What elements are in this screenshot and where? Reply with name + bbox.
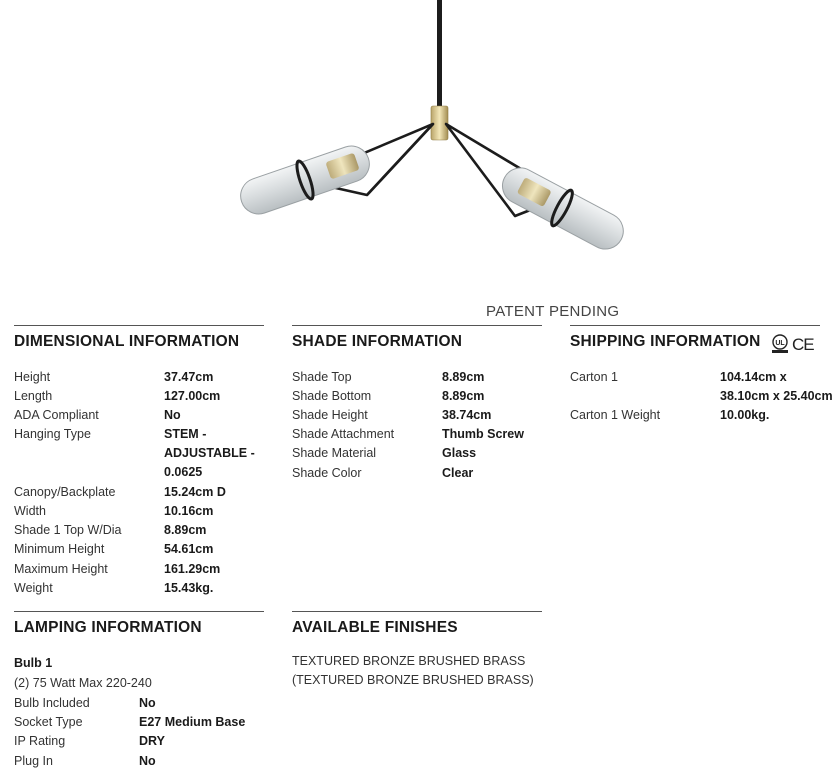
divider xyxy=(14,325,264,326)
shade-label: Shade Color xyxy=(292,466,362,480)
shade-label: Shade Material xyxy=(292,446,377,460)
ul-listed-icon xyxy=(772,335,788,353)
lamping-title: LAMPING INFORMATION xyxy=(14,619,202,636)
dim-value: 54.61cm xyxy=(164,542,214,556)
ship-label: Carton 1 xyxy=(570,370,618,384)
dim-value: 127.00cm xyxy=(164,389,221,403)
ship-value: 104.14cm x 38.10cm x 25.40cm xyxy=(720,370,833,403)
product-image-chandelier xyxy=(0,0,839,300)
dim-value: 8.89cm xyxy=(164,523,207,537)
dim-value: 10.16cm xyxy=(164,504,214,518)
bulb-heading: Bulb 1 xyxy=(14,656,53,670)
dim-value: 15.43kg. xyxy=(164,581,214,595)
divider xyxy=(570,325,820,326)
dim-label: Weight xyxy=(14,581,53,595)
dim-value: 161.29cm xyxy=(164,562,221,576)
divider xyxy=(292,325,542,326)
lamp-value: DRY xyxy=(139,734,165,748)
patent-notice: PATENT PENDING xyxy=(486,303,620,320)
dim-label: Shade 1 Top W/Dia xyxy=(14,523,122,537)
divider xyxy=(292,611,542,612)
ul-mark-text: UL xyxy=(775,340,785,347)
shade-value: 8.89cm xyxy=(442,370,485,384)
shade-value: 8.89cm xyxy=(442,389,485,403)
shade-label: Shade Bottom xyxy=(292,389,372,403)
dim-value: 15.24cm D xyxy=(164,485,226,499)
dim-value: STEM - ADJUSTABLE - 0.0625 xyxy=(164,427,255,479)
ce-mark-icon: CE xyxy=(792,335,814,354)
dim-label: Length xyxy=(14,389,53,403)
shade-label: Shade Attachment xyxy=(292,427,395,441)
dimensional-title: DIMENSIONAL INFORMATION xyxy=(14,333,240,350)
shipping-title: SHIPPING INFORMATION xyxy=(570,333,761,350)
lamp-value: No xyxy=(139,696,156,710)
lamp-value: No xyxy=(139,754,156,768)
bulb-description: (2) 75 Watt Max 220-240 xyxy=(14,676,152,690)
lamp-label: Socket Type xyxy=(14,715,83,729)
lamp-label: Plug In xyxy=(14,754,53,768)
shade-value: Thumb Screw xyxy=(442,427,524,441)
shade-value: Clear xyxy=(442,466,474,480)
shade-label: Shade Height xyxy=(292,408,368,422)
shade-value: Glass xyxy=(442,446,477,460)
dim-label: ADA Compliant xyxy=(14,408,99,422)
dim-value: No xyxy=(164,408,181,422)
ship-value: 10.00kg. xyxy=(720,408,770,422)
dim-label: Width xyxy=(14,504,46,518)
finish-name-alt: (TEXTURED BRONZE BRUSHED BRASS) xyxy=(292,673,534,687)
ship-label: Carton 1 Weight xyxy=(570,408,661,422)
lamp-label: IP Rating xyxy=(14,734,66,748)
lamp-label: Bulb Included xyxy=(14,696,90,710)
divider xyxy=(14,611,264,612)
finish-name: TEXTURED BRONZE BRUSHED BRASS xyxy=(292,654,526,668)
dim-label: Maximum Height xyxy=(14,562,108,576)
dim-label: Minimum Height xyxy=(14,542,105,556)
finishes-title: AVAILABLE FINISHES xyxy=(292,619,458,636)
lamp-value: E27 Medium Base xyxy=(139,715,246,729)
certification-icons xyxy=(770,333,830,355)
dim-label: Canopy/Backplate xyxy=(14,485,116,499)
dim-label: Hanging Type xyxy=(14,427,91,441)
shade-label: Shade Top xyxy=(292,370,352,384)
shade-value: 38.74cm xyxy=(442,408,492,422)
dim-label: Height xyxy=(14,370,51,384)
dim-value: 37.47cm xyxy=(164,370,214,384)
shade-title: SHADE INFORMATION xyxy=(292,333,463,350)
